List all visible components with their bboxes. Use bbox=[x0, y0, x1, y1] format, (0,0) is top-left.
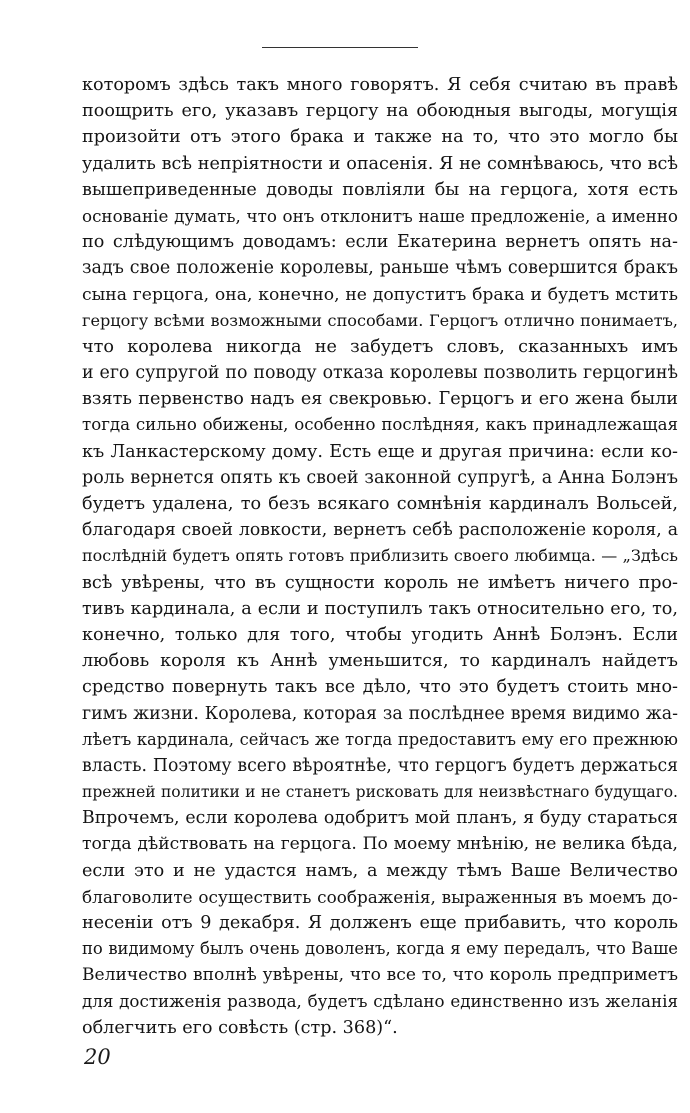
text-line: Величество вполнѣ увѣрены, что все то, что король предприметъ bbox=[82, 965, 678, 986]
header-rule bbox=[262, 47, 418, 48]
text-line: будетъ удалена, то безъ всякаго сомнѣнія кардиналъ Вольсей, bbox=[82, 494, 678, 514]
text-line: роль вернется опять къ своей законной супругѣ, а Анна Болэнъ bbox=[82, 467, 678, 488]
text-line: основаніе думать, что онъ отклонитъ наше предложеніе, а именно bbox=[82, 205, 678, 226]
text-line: для достиженія развода, будетъ сдѣлано единственно изъ желанія bbox=[82, 991, 678, 1011]
body-text bbox=[82, 72, 678, 1041]
text-line: вышеприведенные доводы повліяли бы на герцога, хотя есть bbox=[82, 179, 678, 200]
text-line: произойти отъ этого брака и также на то, что это могло бы bbox=[82, 127, 678, 148]
text-line: тогда дѣйствовать на герцога. По моему мнѣнію, не велика бѣда, bbox=[82, 834, 678, 855]
text-line: по слѣдующимъ доводамъ: если Екатерина вернетъ опять на- bbox=[82, 232, 678, 253]
text-line: къ Ланкастерскому дому. Есть еще и другая причина: если ко- bbox=[82, 441, 678, 462]
text-line: всѣ увѣрены, что въ сущности король не имѣетъ ничего про- bbox=[82, 572, 678, 593]
text-line: гимъ жизни. Королева, которая за послѣднее время видимо жа- bbox=[82, 703, 678, 724]
text-line: власть. Поэтому всего вѣроятнѣе, что герцогъ будетъ держаться bbox=[82, 755, 678, 776]
text-line: удалить всѣ непріятности и опасенія. Я не сомнѣваюсь, что всѣ bbox=[82, 153, 678, 174]
text-line: прежней политики и не станетъ рисковать для неизвѣстнаго будущаго. bbox=[82, 783, 678, 802]
text-line: благодаря своей ловкости, вернетъ себѣ расположеніе короля, а bbox=[82, 520, 678, 541]
text-line: поощрить его, указавъ герцогу на обоюдныя выгоды, могущія bbox=[82, 101, 678, 122]
text-line: герцогу всѣми возможными способами. Герцогъ отлично понимаетъ, bbox=[82, 310, 678, 330]
text-line: несеніи отъ 9 декабря. Я долженъ еще прибавить, что король bbox=[82, 913, 678, 933]
text-line: Впрочемъ, если королева одобритъ мой планъ, я буду стараться bbox=[82, 808, 678, 829]
text-line: сына герцога, она, конечно, не допуститъ брака и будетъ мстить bbox=[82, 284, 678, 305]
text-line: взять первенство надъ ея свекровью. Герцогъ и его жена были bbox=[82, 389, 678, 410]
text-line: тогда сильно обижены, особенно послѣдняя, какъ принадлежащая bbox=[82, 415, 678, 435]
text-line: конечно, только для того, чтобы угодить Аннѣ Болэнъ. Если bbox=[82, 624, 678, 645]
text-line: послѣдній будетъ опять готовъ приблизить своего любимца. — „Здѣсь bbox=[82, 546, 678, 566]
text-line: если это и не удастся намъ, а между тѣмъ Ваше Величество bbox=[82, 860, 678, 881]
text-line: тивъ кардинала, а если и поступилъ такъ относительно его, то, bbox=[82, 598, 678, 619]
text-line: благоволите осуществить соображенія, выраженныя въ моемъ до- bbox=[82, 886, 678, 907]
text-line: которомъ здѣсь такъ много говорятъ. Я себя считаю въ правѣ bbox=[82, 75, 678, 95]
text-line: что королева никогда не забудетъ словъ, сказанныхъ имъ bbox=[82, 336, 678, 357]
text-line: облегчить его совѣсть (стр. 368)“. bbox=[82, 1017, 398, 1038]
text-line: любовь короля къ Аннѣ уменьшится, то кардиналъ найдетъ bbox=[82, 651, 678, 672]
text-line: задъ свое положеніе королевы, раньше чѣмъ совершится бракъ bbox=[82, 258, 678, 279]
text-line: лѣетъ кардинала, сейчасъ же тогда предоставитъ ему его прежнюю bbox=[82, 729, 678, 749]
page-number: 20 bbox=[84, 1045, 111, 1069]
text-line: по видимому былъ очень доволенъ, когда я ему передалъ, что Ваше bbox=[82, 939, 678, 959]
text-line: и его супругой по поводу отказа королевы позволить герцогинѣ bbox=[82, 363, 678, 384]
text-line: средство повернуть такъ все дѣло, что это будетъ стоить мно- bbox=[82, 677, 678, 698]
